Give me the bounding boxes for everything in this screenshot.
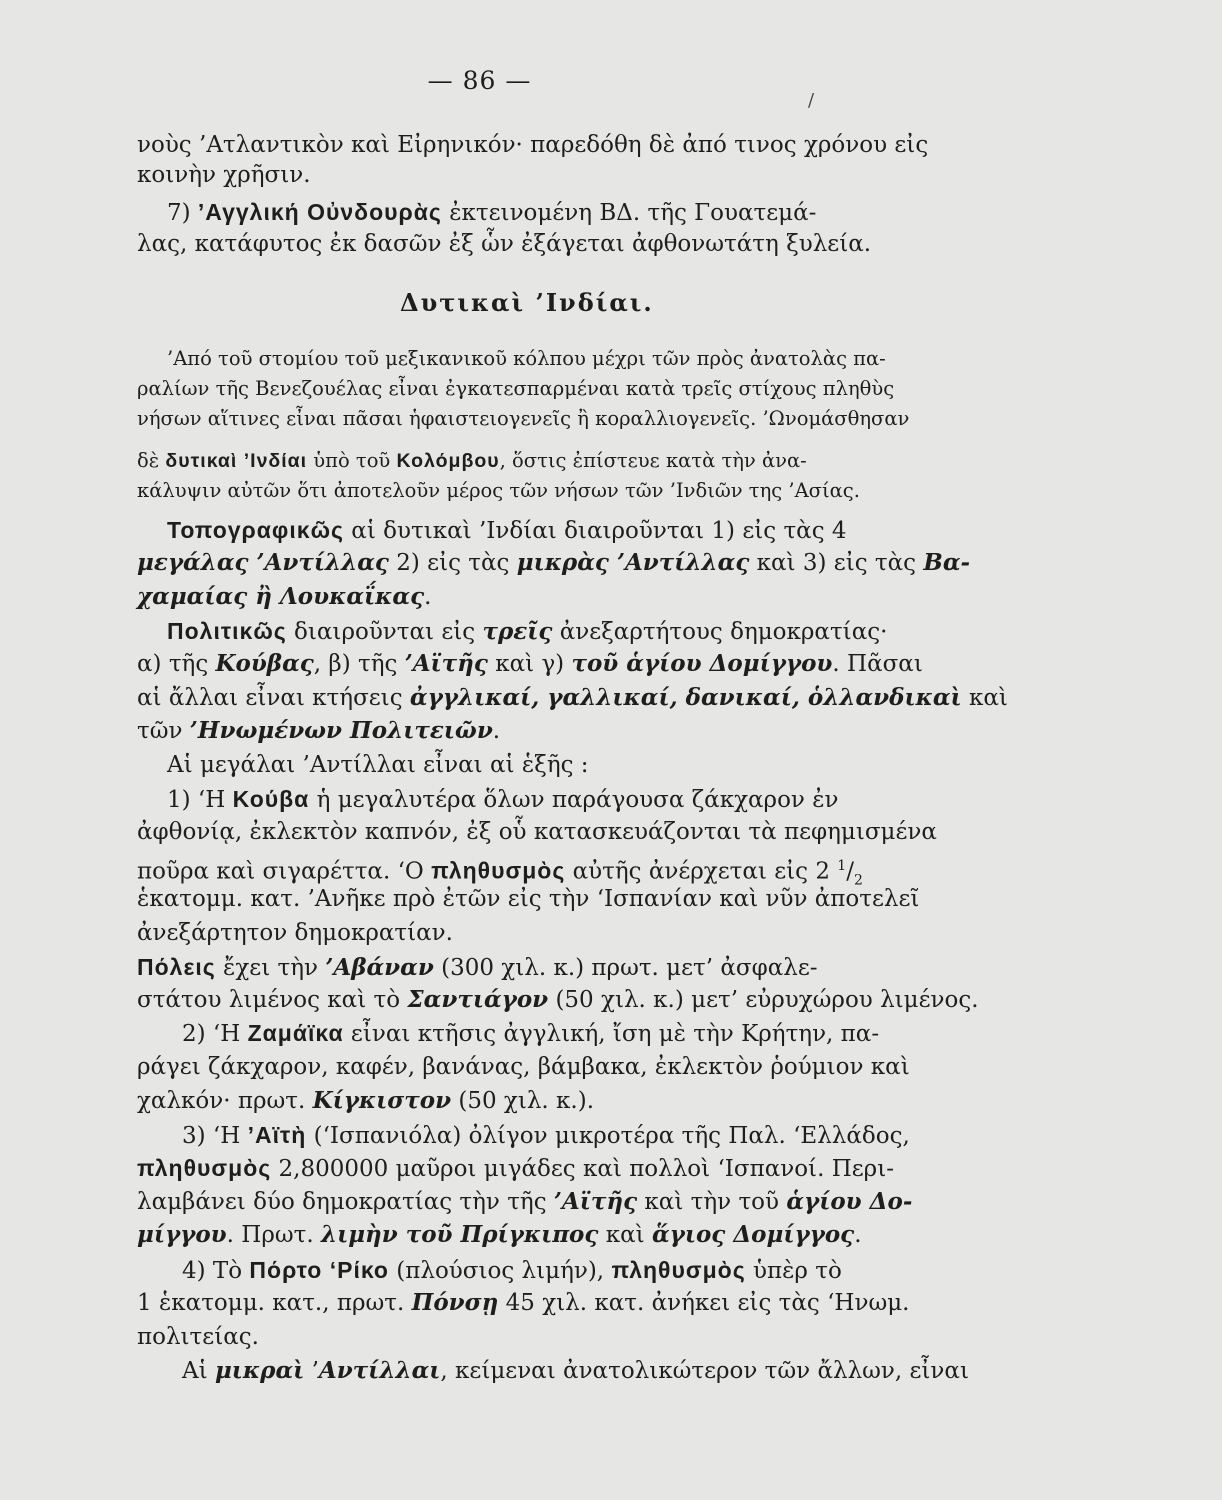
text-line: ποῦρα καὶ σιγαρέττα. ‘Ο πληθυσμὸς αὐτῆς ἀνέρχεται εἰς 2 $^1/_2$ [137,857,863,889]
text-line: α) τῆς Κούβας, β) τῆς ’Αϊτῆς καὶ γ) τοῦ ἁγίου Δομίγγου. Πᾶσαι [137,650,923,677]
text-line: 1 ἑκατομμ. κατ., πρωτ. Πόνσῃ 45 χιλ. κατ. ἀνήκει εἰς τὰς ‘Ηνωμ. [137,1289,910,1316]
spaced-term: Τοπογραφικῶς [167,517,344,543]
spaced-term: πληθυσμὸς [137,1155,272,1181]
text-line: 2) ‘Η Ζαμάϊκα εἶναι κτῆσις ἀγγλική, ἴση μὲ τὴν Κρήτην, πα- [182,1020,880,1047]
text-line: ἑκατομμ. κατ. ’Ανῆκε πρὸ ἐτῶν εἰς τὴν ‘Ισπανίαν καὶ νῦν ἀποτελεῖ [137,886,920,912]
text-line: πολιτείας. [137,1324,259,1350]
spaced-term: Πόλεις [137,954,216,980]
text-line: μίγγου. Πρωτ. λιμὴν τοῦ Πρίγκιπος καὶ ἅγιος Δομίγγος. [137,1221,862,1248]
text-line: τῶν ’Ηνωμένων Πολιτειῶν. [137,717,501,744]
section-heading: Δυτικαὶ ’Ινδίαι. [400,288,654,317]
text-line: κοινὴν χρῆσιν. [137,162,311,188]
spaced-term: Κούβα [232,786,310,812]
spaced-term: Κολόμβου [396,450,500,472]
text-line: Αἱ μεγάλαι ’Αντίλλαι εἶναι αἱ ἑξῆς : [167,752,589,778]
text-line: 4) Τὸ Πόρτο ‘Ρίκο (πλούσιος λιμήν), πληθυσμὸς ὑπὲρ τὸ [182,1257,842,1284]
spaced-term: πληθυσμὸς [431,857,566,884]
text-line: ραλίων τῆς Βενεζουέλας εἶναι ἐγκατεσπαρμέναι κατὰ τρεῖς στίχους πληθὺς [137,377,895,400]
spaced-term: ’Αϊτὴ [247,1122,307,1148]
spaced-term: πληθυσμὸς [611,1257,746,1283]
text-line: Πολιτικῶς διαιροῦνται εἰς τρεῖς ἀνεξαρτήτους δημοκρατίας· [167,618,888,645]
text-line: 7) ’Αγγλική Οὐνδουρὰς ἐκτεινομένη ΒΔ. τῆς Γουατεμά- [167,199,817,226]
text-line: ἀνεξάρτητον δημοκρατίαν. [137,920,453,946]
text-line: μεγάλας ’Αντίλλας 2) εἰς τὰς μικρὰς ’Αντίλλας καὶ 3) εἰς τὰς Βα- [137,549,971,576]
text-line: Αἱ μικραὶ ’Αντίλλαι, κείμεναι ἀνατολικώτερον τῶν ἄλλων, εἶναι [182,1357,969,1384]
text-line: λαμβάνει δύο δημοκρατίας τὴν τῆς ’Αϊτῆς καὶ τὴν τοῦ ἁγίου Δο- [137,1188,913,1215]
text-line: αἱ ἄλλαι εἶναι κτήσεις ἀγγλικαί, γαλλικαί, δανικαί, ὁλλανδικαὶ καὶ [137,684,1008,711]
text-line: στάτου λιμένος καὶ τὸ Σαντιάγον (50 χιλ. κ.) μετ’ εὐρυχώρου λιμένος. [137,986,979,1013]
text-line: 3) ‘Η ’Αϊτὴ (‘Ισπανιόλα) ὀλίγον μικροτέρα τῆς Παλ. ‘Ελλάδος, [182,1122,910,1149]
spaced-term: Ζαμάϊκα [247,1020,344,1046]
spaced-term: δυτικαὶ ’Ινδίαι [165,450,308,472]
spaced-term: Πόρτο ‘Ρίκο [249,1257,389,1283]
text-line: λας, κατάφυτος ἐκ δασῶν ἐξ ὧν ἐξάγεται ἀφθονωτάτη ξυλεία. [137,231,872,257]
text-line: νοὺς ’Ατλαντικὸν καὶ Εἰρηνικόν· παρεδόθη δὲ ἀπό τινος χρόνου εἰς [137,132,929,158]
margin-mark: / [808,90,815,111]
text-line: χαμαίας ἢ Λουκαΐκας. [137,583,432,610]
text-line: πληθυσμὸς 2,800000 μαῦροι μιγάδες καὶ πολλοὶ ‘Ισπανοί. Περι- [137,1155,894,1182]
text-line: ’Από τοῦ στομίου τοῦ μεξικανικοῦ κόλπου μέχρι τῶν πρὸς ἀνατολὰς πα- [167,347,886,370]
text-line: χαλκόν· πρωτ. Κίγκιστον (50 χιλ. κ.). [137,1087,595,1114]
spaced-term: Πολιτικῶς [167,618,287,644]
text-line: 1) ‘Η Κούβα ἡ μεγαλυτέρα ὅλων παράγουσα ζάκχαρον ἐν [167,786,839,813]
text-line: Τοπογραφικῶς αἱ δυτικαὶ ’Ινδίαι διαιροῦνται 1) εἰς τὰς 4 [167,517,847,544]
text-line: Πόλεις ἔχει τὴν ’Αβάναν (300 χιλ. κ.) πρωτ. μετ’ ἀσφαλε- [137,954,818,981]
text-line: κάλυψιν αὐτῶν ὅτι ἀποτελοῦν μέρος τῶν νήσων τῶν ’Ινδιῶν της ’Ασίας. [137,479,860,502]
text-line: ἀφθονίᾳ, ἐκλεκτὸν καπνόν, ἐξ οὗ κατασκευάζονται τὰ πεφημισμένα [137,819,937,845]
text-line: ράγει ζάκχαρον, καφέν, βανάνας, βάμβακα, ἐκλεκτὸν ῥούμιον καὶ [137,1054,910,1080]
text-line: νήσων αἵτινες εἶναι πᾶσαι ἡφαιστειογενεῖς ἢ κοραλλιογενεῖς. ’Ωνομάσθησαν [137,407,910,430]
page-number: — 86 — [427,66,532,95]
spaced-term: ’Αγγλική Οὐνδουρὰς [197,199,442,225]
text-line: δὲ δυτικαὶ ’Ινδίαι ὑπὸ τοῦ Κολόμβου, ὅστις ἐπίστευε κατὰ τὴν ἀνα- [137,449,807,472]
